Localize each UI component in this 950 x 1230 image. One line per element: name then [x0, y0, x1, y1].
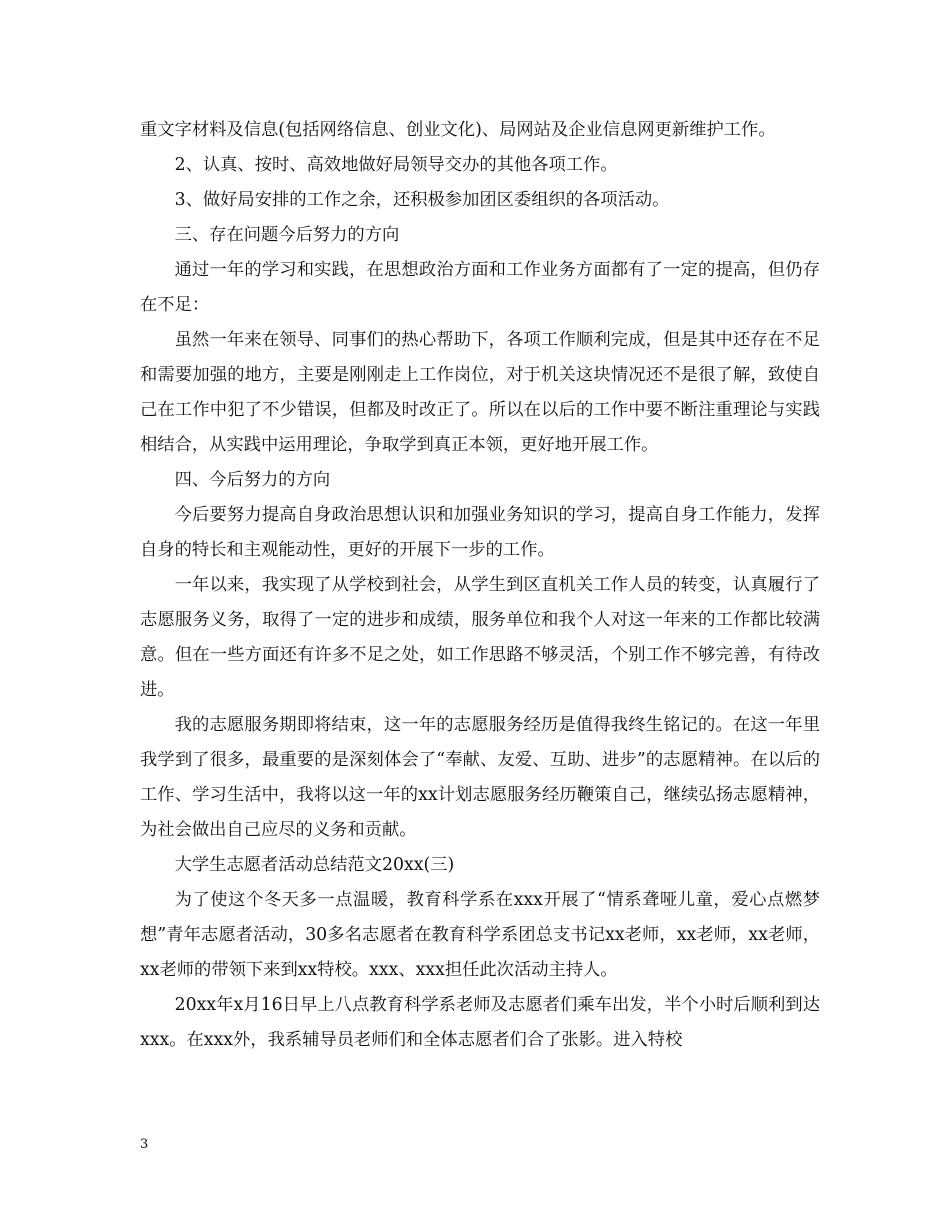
paragraph: 20xx年x月16日早上八点教育科学系老师及志愿者们乘车出发，半个小时后顺利到达xxx。在xxx外，我系辅导员老师们和全体志愿者们合了张影。进入特校: [140, 995, 820, 1050]
section-heading: 三、存在问题今后努力的方向: [174, 225, 400, 245]
paragraph: 今后要努力提高自身政治思想认识和加强业务知识的学习，提高自身工作能力，发挥自身的特长和主观能动性，更好的开展下一步的工作。: [140, 505, 820, 560]
paragraph: 2、认真、按时、高效地做好局领导交办的其他各项工作。: [174, 155, 618, 175]
section-heading: 大学生志愿者活动总结范文20xx(三): [174, 855, 455, 875]
paragraph: 为了使这个冬天多一点温暖，教育科学系在xxx开展了“情系聋哑儿童，爱心点燃梦想”青年志愿者活动，30多名志愿者在教育科学系团总支书记xx老师，xx老师，xx老师，xx老师的带领下来到xx特校。xxx、xxx担任此次活动主持人。: [140, 890, 820, 980]
paragraph: 我的志愿服务期即将结束，这一年的志愿服务经历是值得我终生铭记的。在这一年里我学到了很多，最重要的是深刻体会了“奉献、友爱、互助、进步”的志愿精神。在以后的工作、学习生活中，我将以这一年的xx计划志愿服务经历鞭策自己，继续弘扬志愿精神，为社会做出自己应尽的义务和贡献。: [140, 715, 820, 840]
section-heading: 四、今后努力的方向: [174, 470, 331, 490]
paragraph: 虽然一年来在领导、同事们的热心帮助下，各项工作顺利完成，但是其中还存在不足和需要加强的地方，主要是刚刚走上工作岗位，对于机关这块情况还不是很了解，致使自己在工作中犯了不少错误，但都及时改正了。所以在以后的工作中要不断注重理论与实践相结合，从实践中运用理论，争取学到真正本领，更好地开展工作。: [140, 330, 820, 455]
paragraph: 通过一年的学习和实践，在思想政治方面和工作业务方面都有了一定的提高，但仍存在不足：: [140, 260, 820, 315]
body-text: [140, 113, 820, 1058]
paragraph: 一年以来，我实现了从学校到社会，从学生到区直机关工作人员的转变，认真履行了志愿服务义务，取得了一定的进步和成绩，服务单位和我个人对这一年来的工作都比较满意。但在一些方面还有许多不足之处，如工作思路不够灵活，个别工作不够完善，有待改进。: [140, 575, 820, 700]
paragraph: 3、做好局安排的工作之余，还积极参加团区委组织的各项活动。: [174, 190, 670, 210]
page-number: 3: [140, 1137, 149, 1152]
paragraph: 重文字材料及信息(包括网络信息、创业文化)、局网站及企业信息网更新维护工作。: [140, 120, 776, 140]
